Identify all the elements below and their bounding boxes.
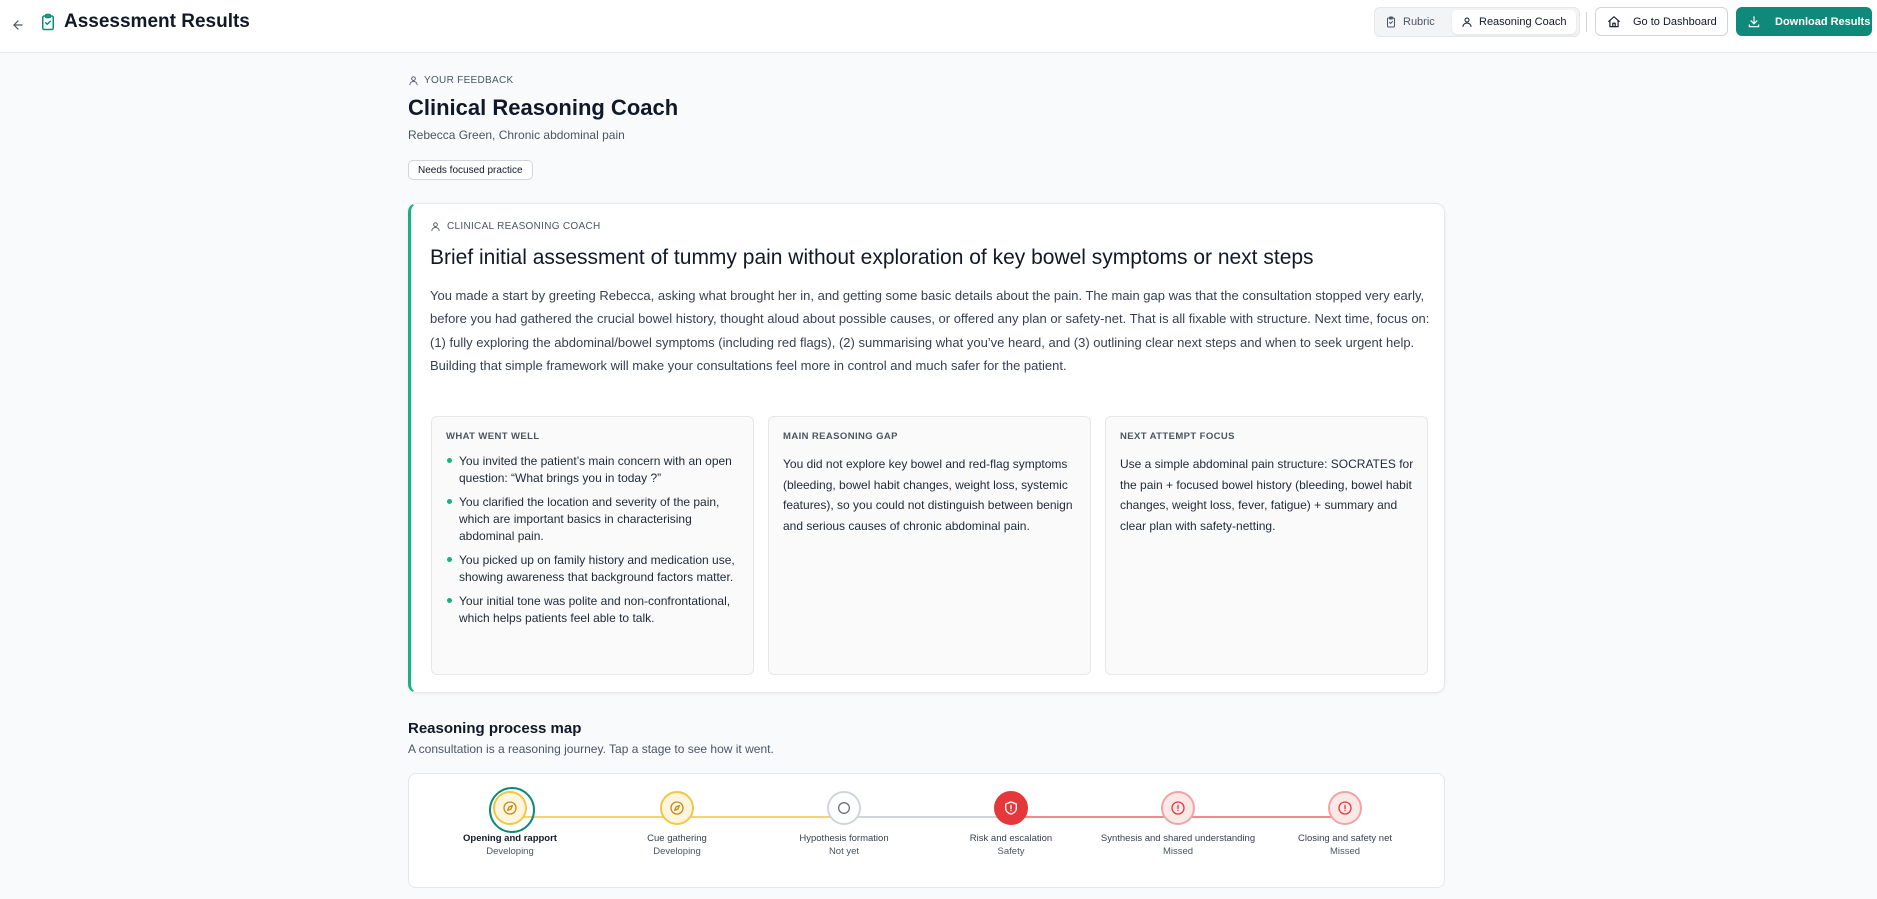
- stage-marker: [1328, 791, 1362, 825]
- next-attempt-focus-title: NEXT ATTEMPT FOCUS: [1120, 431, 1235, 442]
- stage-status: Missed: [1162, 846, 1194, 857]
- list-item: Your initial tone was polite and non-confrontational, which helps patients feel able to talk.: [446, 593, 736, 627]
- alert-circle-icon: [1337, 800, 1353, 816]
- coach-heading: Brief initial assessment of tummy pain without exploration of key bowel symptoms or next steps: [430, 246, 1314, 269]
- stage-label: Synthesis and shared understanding: [1100, 833, 1256, 844]
- next-attempt-focus-panel: [1105, 416, 1428, 675]
- circle-icon: [836, 800, 852, 816]
- stage-closing-and-safety-net[interactable]: [1265, 791, 1425, 858]
- stage-marker: [660, 791, 694, 825]
- feedback-eyebrow: [408, 75, 513, 86]
- top-bar: [0, 0, 1877, 53]
- main-reasoning-gap-panel: [768, 416, 1091, 675]
- stage-marker: [827, 791, 861, 825]
- clipboard-check-icon: [1385, 16, 1397, 28]
- list-item: You invited the patient’s main concern with an open question: “What brings you in today ?”: [446, 453, 736, 487]
- process-map-title: Reasoning process map: [408, 720, 582, 737]
- go-to-dashboard-button[interactable]: [1595, 7, 1728, 36]
- go-to-dashboard-label: Go to Dashboard: [1633, 15, 1717, 28]
- back-button[interactable]: [6, 13, 30, 37]
- tab-rubric-label: Rubric: [1403, 16, 1435, 28]
- stage-status: Developing: [653, 846, 701, 857]
- coach-card: [408, 203, 1445, 693]
- main-reasoning-gap-text: You did not explore key bowel and red-flag symptoms (bleeding, bowel habit changes, weight loss, systemic features), so you could not distinguish between benign and serious causes of chronic abdominal pain.: [783, 457, 1073, 533]
- process-map-card: [408, 773, 1445, 888]
- view-toggle: [1374, 7, 1580, 37]
- download-results-label: Download Results: [1775, 15, 1871, 28]
- shield-alert-icon: [1003, 800, 1019, 816]
- user-icon: [1461, 16, 1473, 28]
- stage-status: Not yet: [828, 846, 860, 857]
- stage-opening-and-rapport[interactable]: [430, 791, 590, 858]
- alert-circle-icon: [1170, 800, 1186, 816]
- page-title: Clinical Reasoning Coach: [408, 95, 679, 120]
- stage-marker: [493, 791, 527, 825]
- download-results-button[interactable]: [1736, 7, 1872, 36]
- selected-ring: [489, 787, 535, 833]
- stage-status: Safety: [997, 846, 1025, 857]
- stage-hypothesis-formation[interactable]: [764, 791, 924, 858]
- stage-synthesis-and-shared-understanding[interactable]: [1098, 791, 1258, 858]
- main-reasoning-gap-title: MAIN REASONING GAP: [783, 431, 898, 442]
- stage-status: Developing: [486, 846, 534, 857]
- coach-summary: You made a start by greeting Rebecca, asking what brought her in, and getting some basic details about the pain. The main gap was that the consultation stopped very early, before you had gathered the crucial bowel history, thought aloud about possible causes, or offered any plan or safety-net. That is all fixable with structure. Next time, focus on: (1) fully exploring the abdominal/bowel symptoms (including red flags), (2) summarising what you’ve heard, and (3) outlining clear next steps and when to seek urgent help. Building that simple framework will make your consultations feel more in control and much safer for the patient.: [430, 288, 1430, 373]
- user-icon: [408, 75, 419, 86]
- process-map-subtitle: A consultation is a reasoning journey. Tap a stage to see how it went.: [408, 742, 774, 756]
- feedback-eyebrow-label: YOUR FEEDBACK: [424, 75, 514, 86]
- home-icon: [1607, 15, 1621, 29]
- stage-label: Closing and safety net: [1297, 833, 1392, 844]
- toolbar-divider: [1586, 12, 1587, 32]
- next-attempt-focus-text: Use a simple abdominal pain structure: SOCRATES for the pain + focused bowel history (bleeding, bowel habit changes, weight loss, fever, fatigue) + summary and clear plan with safety-netting.: [1120, 457, 1414, 533]
- stage-label: Opening and rapport: [463, 833, 557, 844]
- stage-label: Hypothesis formation: [799, 833, 889, 844]
- user-icon: [430, 221, 441, 232]
- stage-marker: [994, 791, 1028, 825]
- download-icon: [1747, 15, 1761, 29]
- what-went-well-list: [446, 453, 736, 634]
- tab-reasoning-coach-label: Reasoning Coach: [1479, 16, 1567, 28]
- tab-reasoning-coach[interactable]: [1452, 10, 1576, 34]
- case-subtitle: Rebecca Green, Chronic abdominal pain: [408, 128, 625, 142]
- stage-status: Missed: [1329, 846, 1361, 857]
- arrow-left-icon: [11, 18, 25, 32]
- what-went-well-title: WHAT WENT WELL: [446, 431, 540, 442]
- tab-rubric[interactable]: [1385, 10, 1445, 34]
- stage-label: Cue gathering: [647, 833, 707, 844]
- list-item: You picked up on family history and medication use, showing awareness that background factors matter.: [446, 552, 736, 586]
- coach-eyebrow: [430, 221, 601, 232]
- clipboard-check-icon: [39, 12, 57, 32]
- stage-marker: [1161, 791, 1195, 825]
- app-title: Assessment Results: [64, 11, 250, 32]
- status-badge: Needs focused practice: [408, 160, 533, 180]
- list-item: You clarified the location and severity of the pain, which are important basics in characterising abdominal pain.: [446, 494, 736, 545]
- what-went-well-panel: [431, 416, 754, 675]
- stage-risk-and-escalation[interactable]: [931, 791, 1091, 858]
- coach-eyebrow-label: CLINICAL REASONING COACH: [447, 221, 601, 232]
- stage-label: Risk and escalation: [969, 833, 1053, 844]
- compass-icon: [669, 800, 685, 816]
- stage-cue-gathering[interactable]: [597, 791, 757, 858]
